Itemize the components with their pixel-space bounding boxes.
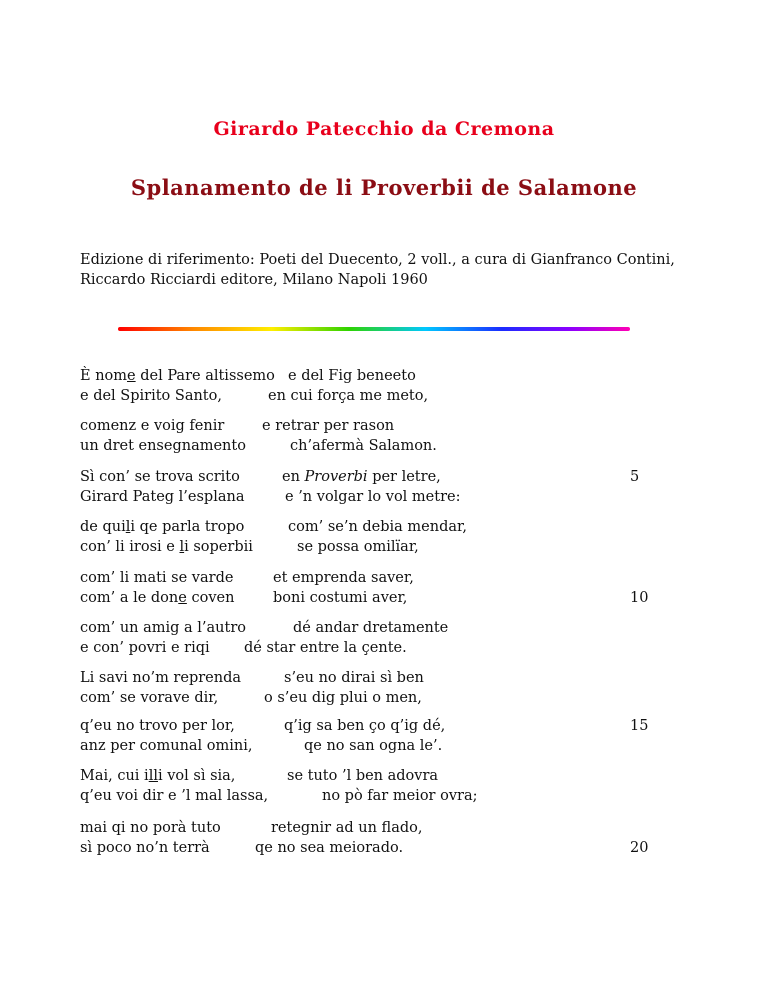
first-hemistich: e del Spirito Santo,	[80, 388, 222, 404]
editorial-mark: l	[125, 519, 131, 535]
verse-line	[80, 568, 700, 588]
second-hemistich: q’ig sa ben ço q’ig dé,	[284, 718, 446, 734]
verse-line	[80, 366, 700, 386]
second-hemistich: ch’afermà Salamon.	[290, 438, 437, 454]
verse-line	[80, 786, 700, 806]
second-hemistich: retegnir ad un flado,	[271, 820, 423, 836]
editorial-mark: ll	[148, 768, 158, 784]
second-hemistich: se tuto ’l ben adovra	[287, 768, 439, 784]
second-hemistich: o s’eu dig plui o men,	[264, 690, 422, 706]
rainbow-divider	[118, 327, 630, 331]
stanza	[80, 366, 700, 406]
first-hemistich: com’ un amig a l’autro	[80, 620, 246, 636]
verse-line	[80, 588, 700, 608]
verse-line	[80, 416, 700, 436]
second-hemistich: qe no san ogna le’.	[304, 738, 443, 754]
second-hemistich: e ’n volgar lo vol metre:	[285, 489, 461, 505]
first-hemistich: com’ se vorave dir,	[80, 690, 219, 706]
work-title: Splanamento de li Proverbii de Salamone	[130, 175, 638, 200]
second-hemistich: en Proverbi per letre,	[282, 469, 441, 485]
line-number: 10	[630, 590, 649, 606]
second-hemistich: qe no sea meiorado.	[255, 840, 404, 856]
second-hemistich: com’ se’n debia mendar,	[288, 519, 467, 535]
first-hemistich: comenz e voig fenir	[80, 418, 225, 434]
edition-note: Edizione di riferimento: Poeti del Duecento, 2 voll., a cura di Gianfranco Contini, Riccardo Ricciardi editore, Milano Napoli 1960	[80, 252, 675, 288]
first-hemistich: com’ li mati se varde	[80, 570, 234, 586]
first-hemistich: Sì con’ se trova scrito	[80, 469, 240, 485]
verse-line	[80, 736, 700, 756]
stanza	[80, 716, 700, 756]
second-hemistich: s’eu no dirai sì ben	[284, 670, 424, 686]
stanza	[80, 568, 700, 608]
second-hemistich: e retrar per rason	[262, 418, 395, 434]
first-hemistich: sì poco no’n terrà	[80, 840, 210, 856]
second-hemistich: dé andar dretamente	[293, 620, 449, 636]
first-hemistich: com’ a le done coven	[80, 590, 235, 606]
verse-line	[80, 487, 700, 507]
line-number: 20	[630, 840, 649, 856]
second-hemistich: e del Fig beneeto	[288, 368, 416, 384]
verse-line	[80, 467, 700, 487]
second-hemistich: no pò far meior ovra;	[322, 788, 478, 804]
verse-line	[80, 766, 700, 786]
verse-line	[80, 818, 700, 838]
first-hemistich: con’ li irosi e li soperbii	[80, 539, 253, 555]
line-number: 15	[630, 718, 649, 734]
first-hemistich: mai qi no porà tuto	[80, 820, 221, 836]
editorial-mark: e	[127, 368, 136, 384]
first-hemistich: anz per comunal omini,	[80, 738, 253, 754]
verse-line	[80, 537, 700, 557]
first-hemistich: È nome del Pare altissemo	[80, 368, 275, 384]
first-hemistich: q’eu voi dir e ’l mal lassa,	[80, 788, 269, 804]
verse-line	[80, 386, 700, 406]
verse-line	[80, 618, 700, 638]
stanza	[80, 618, 700, 658]
second-hemistich: dé star entre la çente.	[244, 640, 407, 656]
stanza	[80, 766, 700, 806]
stanza	[80, 668, 700, 708]
first-hemistich: Girard Pateg l’esplana	[80, 489, 245, 505]
first-hemistich: Mai, cui illi vol sì sia,	[80, 768, 236, 784]
editorial-mark: l	[179, 539, 185, 555]
second-hemistich: se possa omilïar,	[297, 539, 419, 555]
verse-line	[80, 436, 700, 456]
verse-line	[80, 638, 700, 658]
second-hemistich: et emprenda saver,	[273, 570, 414, 586]
verse-line	[80, 668, 700, 688]
stanza	[80, 818, 700, 858]
stanza	[80, 517, 700, 557]
verse-line	[80, 517, 700, 537]
verse-line	[80, 838, 700, 858]
first-hemistich: de quili qe parla tropo	[80, 519, 245, 535]
line-number: 5	[630, 469, 640, 485]
stanza	[80, 467, 700, 507]
first-hemistich: un dret ensegnamento	[80, 438, 246, 454]
editorial-mark: e	[178, 590, 187, 606]
first-hemistich: q’eu no trovo per lor,	[80, 718, 235, 734]
second-hemistich: boni costumi aver,	[273, 590, 408, 606]
verse-line	[80, 716, 700, 736]
author-heading: Girardo Patecchio da Cremona	[213, 118, 555, 140]
first-hemistich: Li savi no’m reprenda	[80, 670, 242, 686]
stanza	[80, 416, 700, 456]
second-hemistich: en cui força me meto,	[268, 388, 429, 404]
verse-line	[80, 688, 700, 708]
first-hemistich: e con’ povri e riqi	[80, 640, 210, 656]
